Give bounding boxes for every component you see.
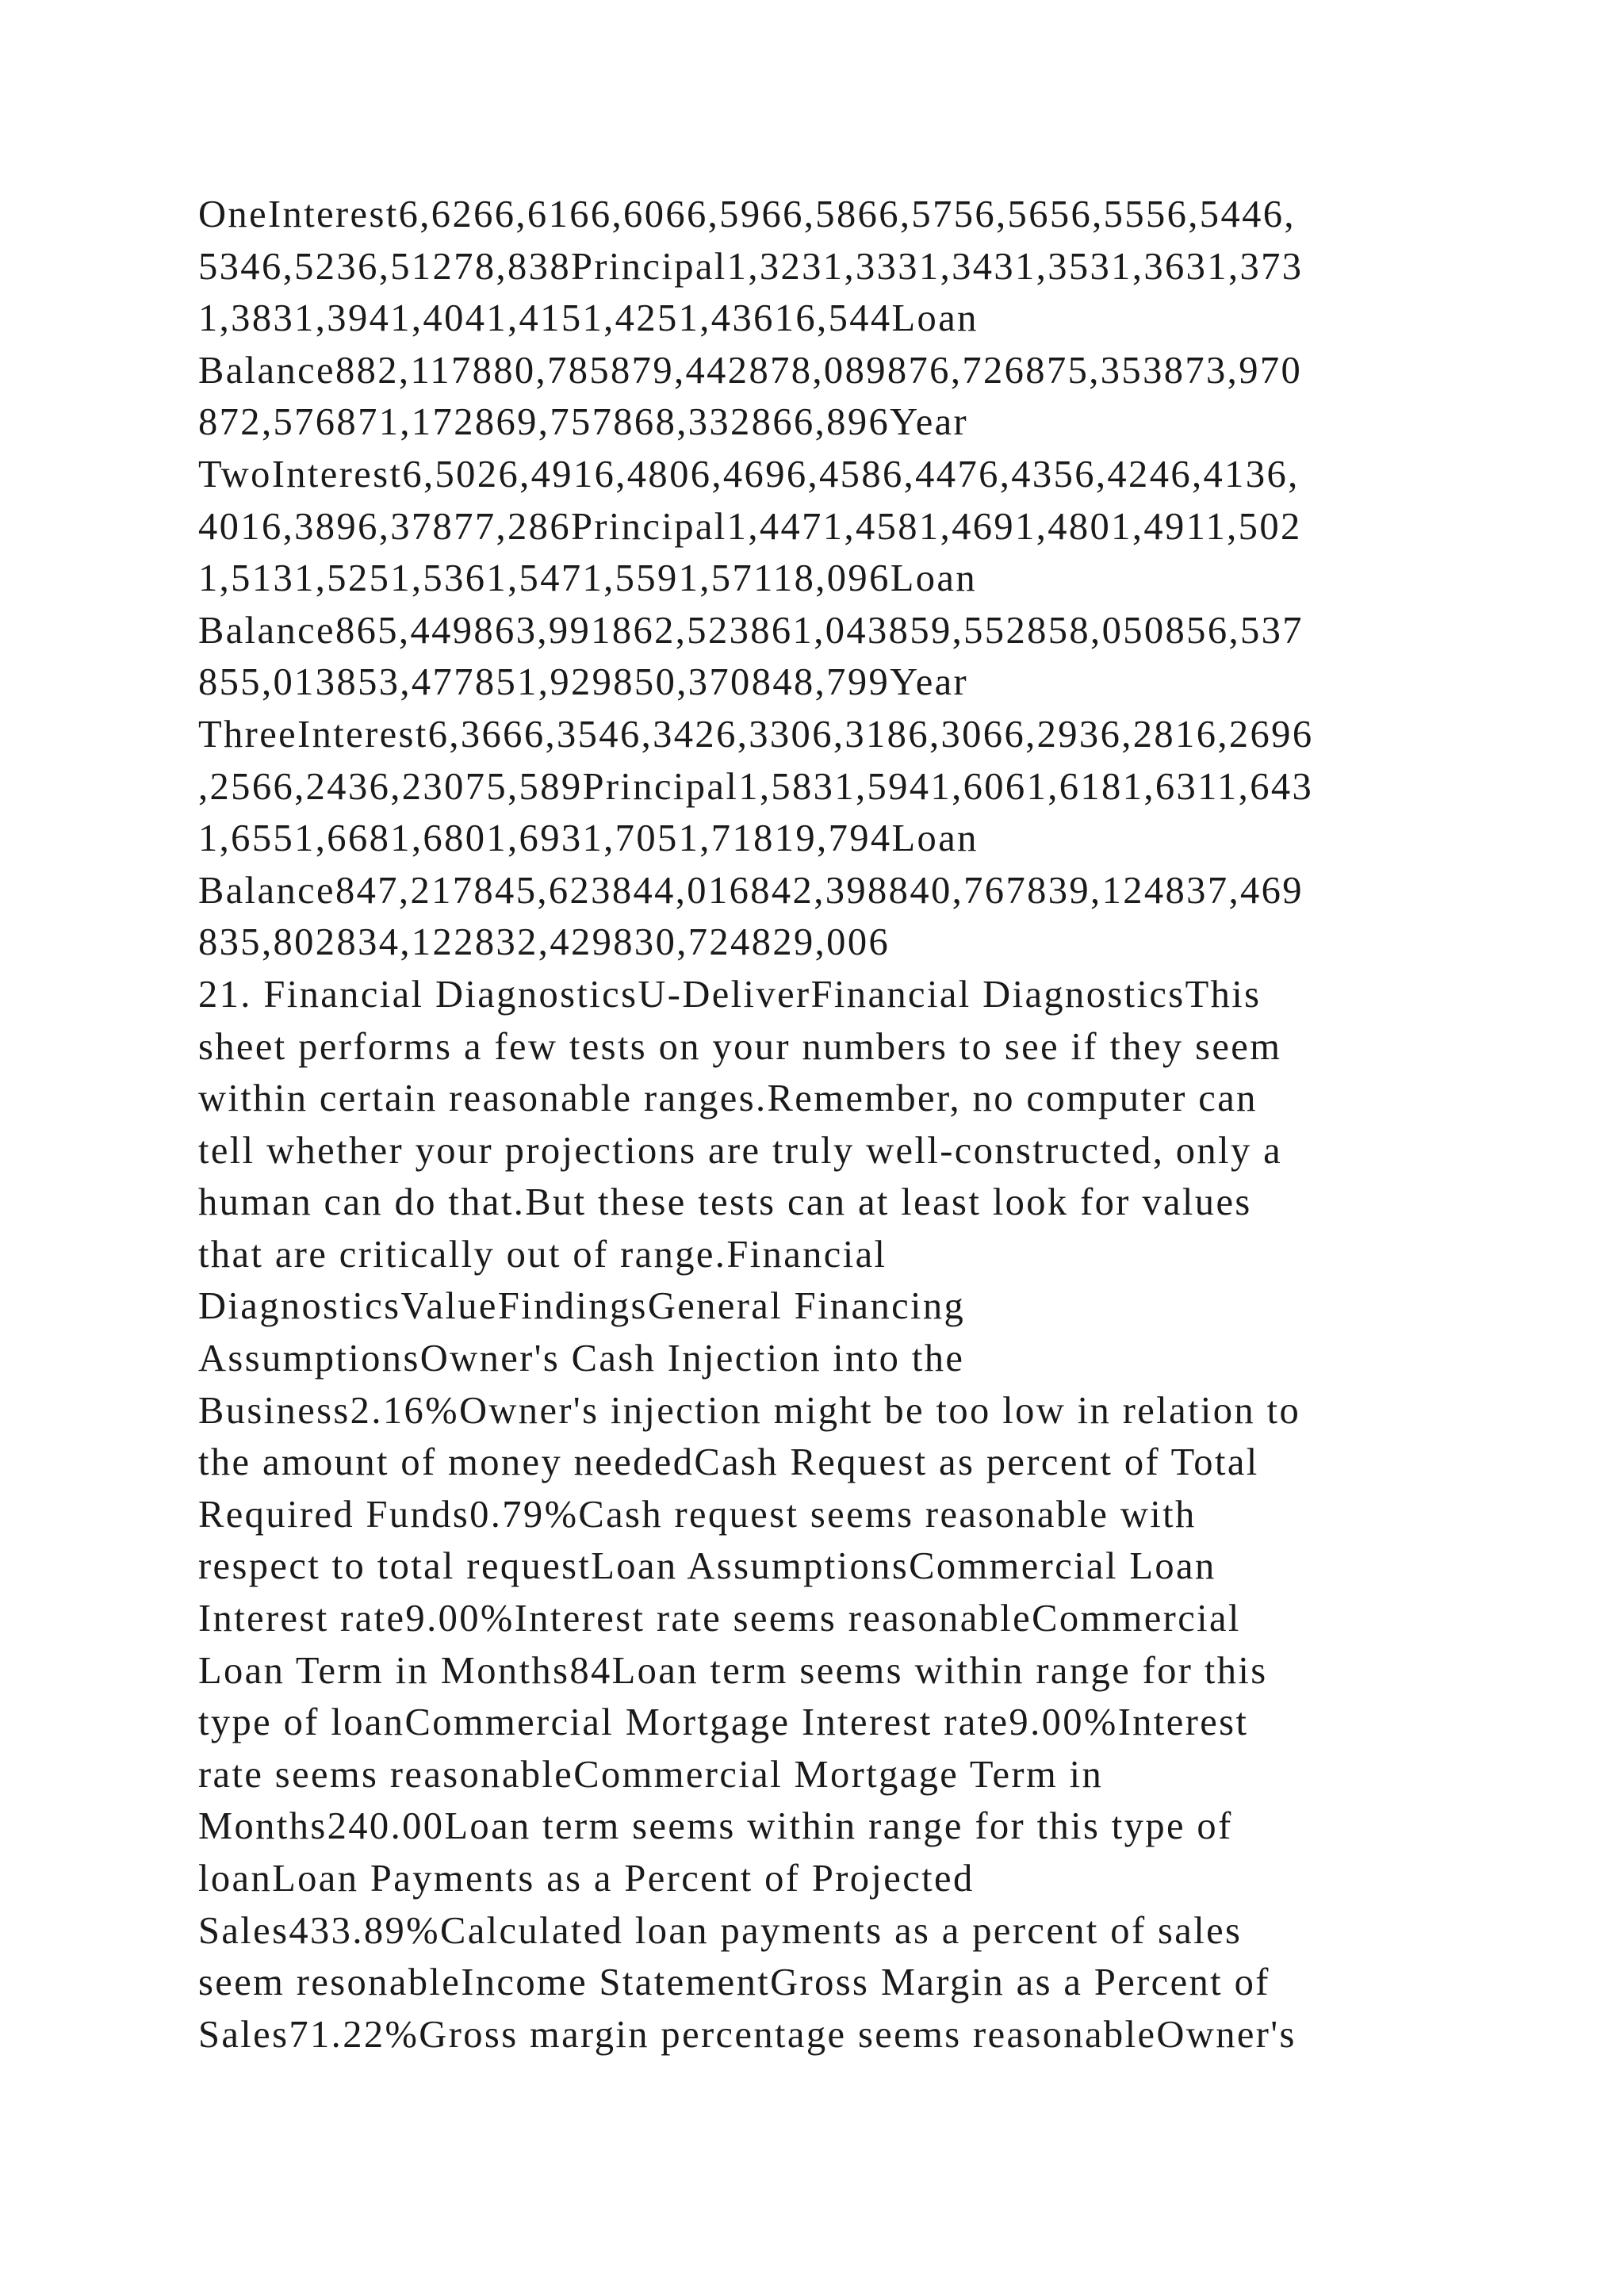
text-line-32: Months240.00Loan term seems within range for this type of (198, 1805, 1233, 1848)
text-line-14: Balance847,217845,623844,016842,398840,767839,124837,469 (198, 869, 1304, 912)
text-line-02: 5346,5236,51278,838Principal1,3231,3331,3431,3531,3631,373 (198, 245, 1304, 288)
text-line-19: tell whether your projections are truly well-constructed, only a (198, 1129, 1283, 1172)
text-line-20: human can do that.But these tests can at least look for values (198, 1181, 1252, 1224)
document-body-text (198, 189, 1467, 2061)
text-line-08: 1,5131,5251,5361,5471,5591,57118,096Loan (198, 557, 977, 600)
text-line-30: type of loanCommercial Mortgage Interest rate9.00%Interest (198, 1701, 1249, 1744)
text-line-17: sheet performs a few tests on your numbers to see if they seem (198, 1025, 1282, 1068)
text-line-26: Required Funds0.79%Cash request seems reasonable with (198, 1493, 1197, 1536)
text-line-34: Sales433.89%Calculated loan payments as a percent of sales (198, 1909, 1243, 1952)
text-line-23: AssumptionsOwner's Cash Injection into the (198, 1337, 965, 1380)
text-line-05: 872,576871,172869,757868,332866,896Year (198, 401, 969, 444)
text-line-13: 1,6551,6681,6801,6931,7051,71819,794Loan (198, 817, 979, 860)
text-line-29: Loan Term in Months84Loan term seems within range for this (198, 1649, 1268, 1692)
text-line-06: TwoInterest6,5026,4916,4806,4696,4586,4476,4356,4246,4136, (198, 453, 1300, 496)
text-line-03: 1,3831,3941,4041,4151,4251,43616,544Loan (198, 297, 979, 340)
text-line-31: rate seems reasonableCommercial Mortgage Term in (198, 1753, 1104, 1796)
text-line-35: seem resonableIncome StatementGross Margin as a Percent of (198, 1961, 1270, 2004)
text-line-09: Balance865,449863,991862,523861,043859,552858,050856,537 (198, 609, 1304, 652)
text-line-11: ThreeInterest6,3666,3546,3426,3306,3186,3066,2936,2816,2696 (198, 713, 1314, 756)
text-line-21: that are critically out of range.Financial (198, 1233, 887, 1276)
text-line-27: respect to total requestLoan AssumptionsCommercial Loan (198, 1545, 1216, 1588)
text-line-04: Balance882,117880,785879,442878,089876,726875,353873,970 (198, 349, 1303, 392)
text-line-07: 4016,3896,37877,286Principal1,4471,4581,4691,4801,4911,502 (198, 505, 1302, 548)
text-line-18: within certain reasonable ranges.Remember, no computer can (198, 1077, 1258, 1120)
text-line-22: DiagnosticsValueFindingsGeneral Financing (198, 1285, 966, 1328)
text-line-24: Business2.16%Owner's injection might be too low in relation to (198, 1389, 1301, 1432)
text-line-25: the amount of money neededCash Request as percent of Total (198, 1441, 1259, 1484)
text-line-16: 21. Financial DiagnosticsU-DeliverFinancial DiagnosticsThis (198, 973, 1262, 1016)
text-line-10: 855,013853,477851,929850,370848,799Year (198, 661, 969, 704)
text-line-33: loanLoan Payments as a Percent of Projected (198, 1858, 975, 1900)
text-line-01: OneInterest6,6266,6166,6066,5966,5866,5756,5656,5556,5446, (198, 193, 1296, 235)
text-line-28: Interest rate9.00%Interest rate seems reasonableCommercial (198, 1598, 1241, 1640)
text-line-36: Sales71.22%Gross margin percentage seems reasonableOwner's (198, 2013, 1297, 2056)
text-line-12: ,2566,2436,23075,589Principal1,5831,5941,6061,6181,6311,643 (198, 765, 1314, 808)
text-line-15: 835,802834,122832,429830,724829,006 (198, 921, 891, 964)
